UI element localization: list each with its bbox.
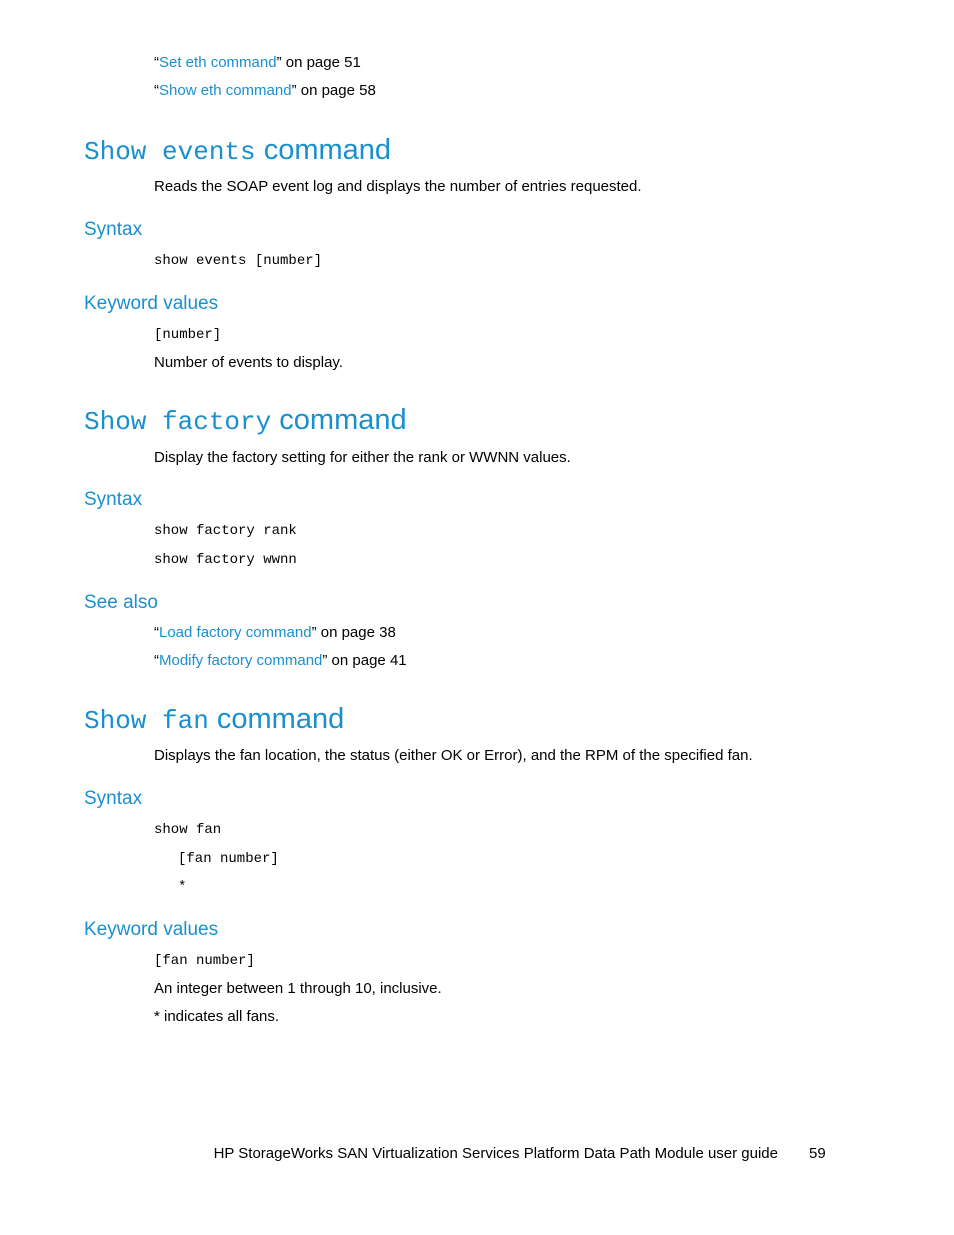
heading-word: command — [279, 404, 407, 436]
fan-keyword-desc-2: * indicates all fans. — [154, 1008, 280, 1025]
xref-set-eth — [154, 54, 361, 72]
factory-see-also-heading: See also — [84, 592, 158, 613]
page-reference: ” on page 58 — [291, 82, 376, 99]
footer-title: HP StorageWorks SAN Virtualization Services Platform Data Path Module user guide — [213, 1145, 778, 1162]
link-load-factory-command[interactable]: Load factory command — [159, 624, 312, 641]
xref-show-eth — [154, 82, 376, 100]
factory-syntax-wwnn: show factory wwnn — [154, 552, 297, 568]
page-number: 59 — [809, 1145, 826, 1162]
fan-keyword-heading: Keyword values — [84, 919, 219, 940]
heading-show-events — [84, 133, 391, 169]
events-keyword-desc: Number of events to display. — [154, 354, 343, 371]
link-show-eth-command[interactable]: Show eth command — [159, 82, 292, 99]
heading-word: command — [216, 703, 345, 735]
page-reference: ” on page 38 — [311, 624, 396, 641]
xref-modify-factory — [154, 652, 407, 670]
fan-syntax-fan-number: [fan number] — [178, 851, 279, 867]
link-modify-factory-command[interactable]: Modify factory command — [159, 652, 323, 669]
factory-description: Display the factory setting for either the rank or WWNN values. — [154, 449, 571, 466]
heading-code: Show events — [84, 137, 256, 167]
xref-load-factory — [154, 624, 396, 642]
page-reference: ” on page 51 — [276, 54, 361, 71]
events-description: Reads the SOAP event log and displays the number of entries requested. — [154, 178, 642, 195]
heading-show-factory — [84, 403, 407, 439]
fan-syntax: show fan — [154, 822, 222, 838]
heading-show-fan — [84, 702, 344, 738]
factory-syntax-rank: show factory rank — [154, 523, 297, 539]
fan-keyword-desc-1: An integer between 1 through 10, inclusive. — [154, 980, 442, 997]
open-quote: “ — [154, 54, 159, 71]
events-syntax: show events [number] — [154, 253, 323, 269]
open-quote: “ — [154, 624, 159, 641]
open-quote: “ — [154, 82, 159, 99]
events-keyword: [number] — [154, 327, 222, 343]
fan-syntax-asterisk: * — [178, 879, 187, 895]
fan-syntax-heading: Syntax — [84, 788, 143, 809]
heading-code: Show factory — [84, 407, 272, 437]
events-keyword-heading: Keyword values — [84, 293, 219, 314]
page-reference: ” on page 41 — [322, 652, 407, 669]
events-syntax-heading: Syntax — [84, 219, 143, 240]
heading-word: command — [263, 134, 392, 166]
fan-keyword: [fan number] — [154, 953, 255, 969]
open-quote: “ — [154, 652, 159, 669]
fan-description: Displays the fan location, the status (either OK or Error), and the RPM of the specified fan. — [154, 747, 753, 764]
heading-code: Show fan — [84, 706, 209, 736]
link-set-eth-command[interactable]: Set eth command — [159, 54, 277, 71]
factory-syntax-heading: Syntax — [84, 489, 143, 510]
